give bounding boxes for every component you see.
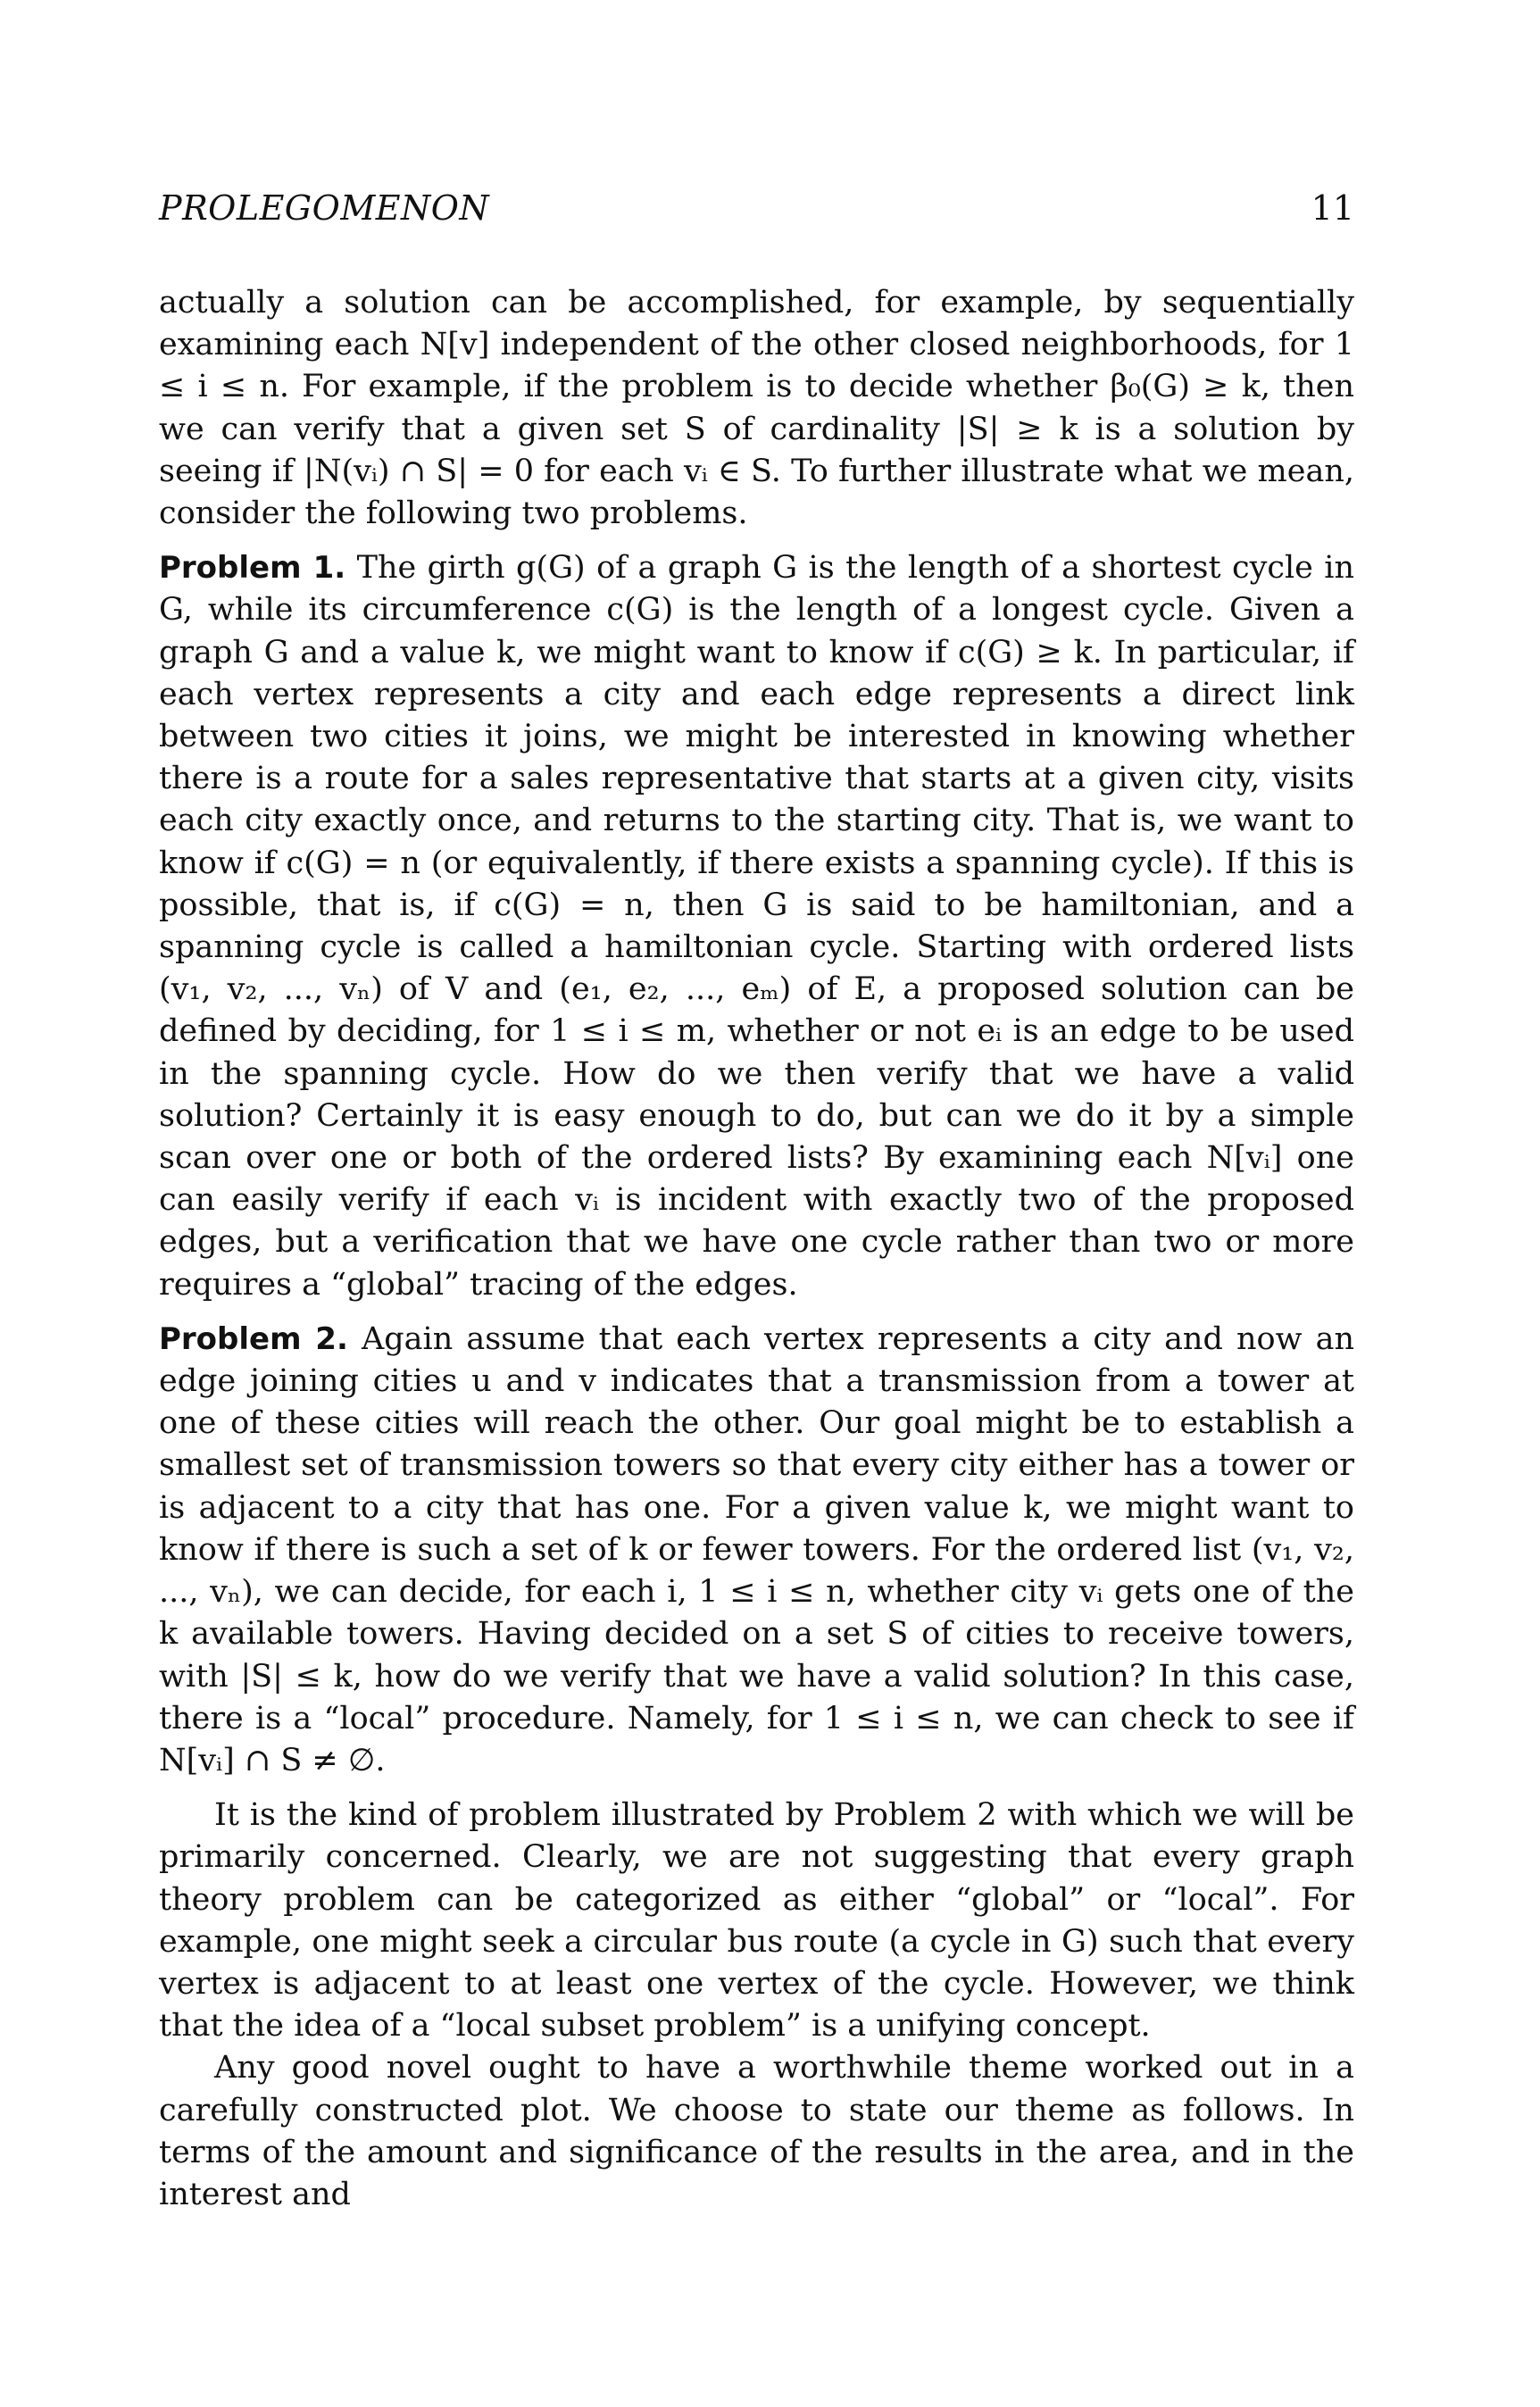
problem-2-text: Again assume that each vertex represents a city and now an edge joining cities u and v indicates that a transmission from a tower at one of these cities will reach the other. Our goal might be to establish a smallest set of transmission towers so that every city either has a tower or is adjacent to a city that has one. For a given value k, we might want to know if there is such a set of k or fewer towers. For the ordered list (v₁, v₂, ..., vₙ), we can decide, for each i, 1 ≤ i ≤ n, whether city vᵢ gets one of the k available towers. Having decided on a set S of cities to receive towers, with |S| ≤ k, how do we verify that we have a valid solution? In this case, there is a “local” procedure. Namely, for 1 ≤ i ≤ n, we can check to see if N[vᵢ] ∩ S ≠ ∅. [159,1320,1355,1778]
paragraph-theme: Any good novel ought to have a worthwhile theme worked out in a carefully constructed plot. We choose to state our theme as follows. In terms of the amount and significance of the results in the area, and in the interest and [159,2050,1354,2212]
problem-2 [159,1319,1354,1782]
problem-1 [159,547,1354,1306]
page-header [159,187,1354,229]
paragraph-local-subset: It is the kind of problem illustrated by Problem 2 with which we will be primarily concerned. Clearly, we are not suggesting that every graph theory problem can be categorized as either “global” or “local”. For example, one might seek a circular bus route (a cycle in G) such that every vertex is adjacent to at least one vertex of the cycle. However, we think that the idea of a “local subset problem” is a unifying concept. [159,1797,1354,2045]
page-number: 11 [1311,188,1354,228]
problem-2-label: Problem 2. [159,1320,348,1357]
problem-1-text: The girth g(G) of a graph G is the length of a shortest cycle in G, while its circumference c(G) is the length of a longest cycle. Given a graph G and a value k, we might want to know if c(G) ≥ k. In particular, if each vertex represents a city and each edge represents a direct link between two cities it joins, we might be interested in knowing whether there is a route for a sales representative that starts at a given city, visits each city exactly once, and returns to the starting city. That is, we want to know if c(G) = n (or equivalently, if there exists a spanning cycle). If this is possible, that is, if c(G) = n, then G is said to be hamiltonian, and a spanning cycle is called a hamiltonian cycle. Starting with ordered lists (v₁, v₂, ..., vₙ) of V and (e₁, e₂, ..., eₘ) of E, a proposed solution can be defined by deciding, for 1 ≤ i ≤ m, whether or not eᵢ is an edge to be used in the spanning cycle. How do we then verify that we have a valid solution? Certainly it is easy enough to do, but can we do it by a simple scan over one or both of the ordered lists? By examining each N[vᵢ] one can easily verify if each vᵢ is incident with exactly two of the proposed edges, but a verification that we have one cycle rather than two or more requires a “global” tracing of the edges. [159,550,1354,1303]
body-text [159,282,1354,2216]
problem-1-label: Problem 1. [159,550,346,587]
running-title: PROLEGOMENON [159,188,490,228]
paragraph-intro: actually a solution can be accomplished, for example, by sequentially examining each N[v] independent of the other closed neighborhoods, for 1 ≤ i ≤ n. For example, if the problem is to decide whether β₀(G) ≥ k, then we can verify that a given set S of cardinality |S| ≥ k is a solution by seeing if |N(vᵢ) ∩ S| = 0 for each vᵢ ∈ S. To further illustrate what we mean, consider the following two problems. [159,285,1354,532]
